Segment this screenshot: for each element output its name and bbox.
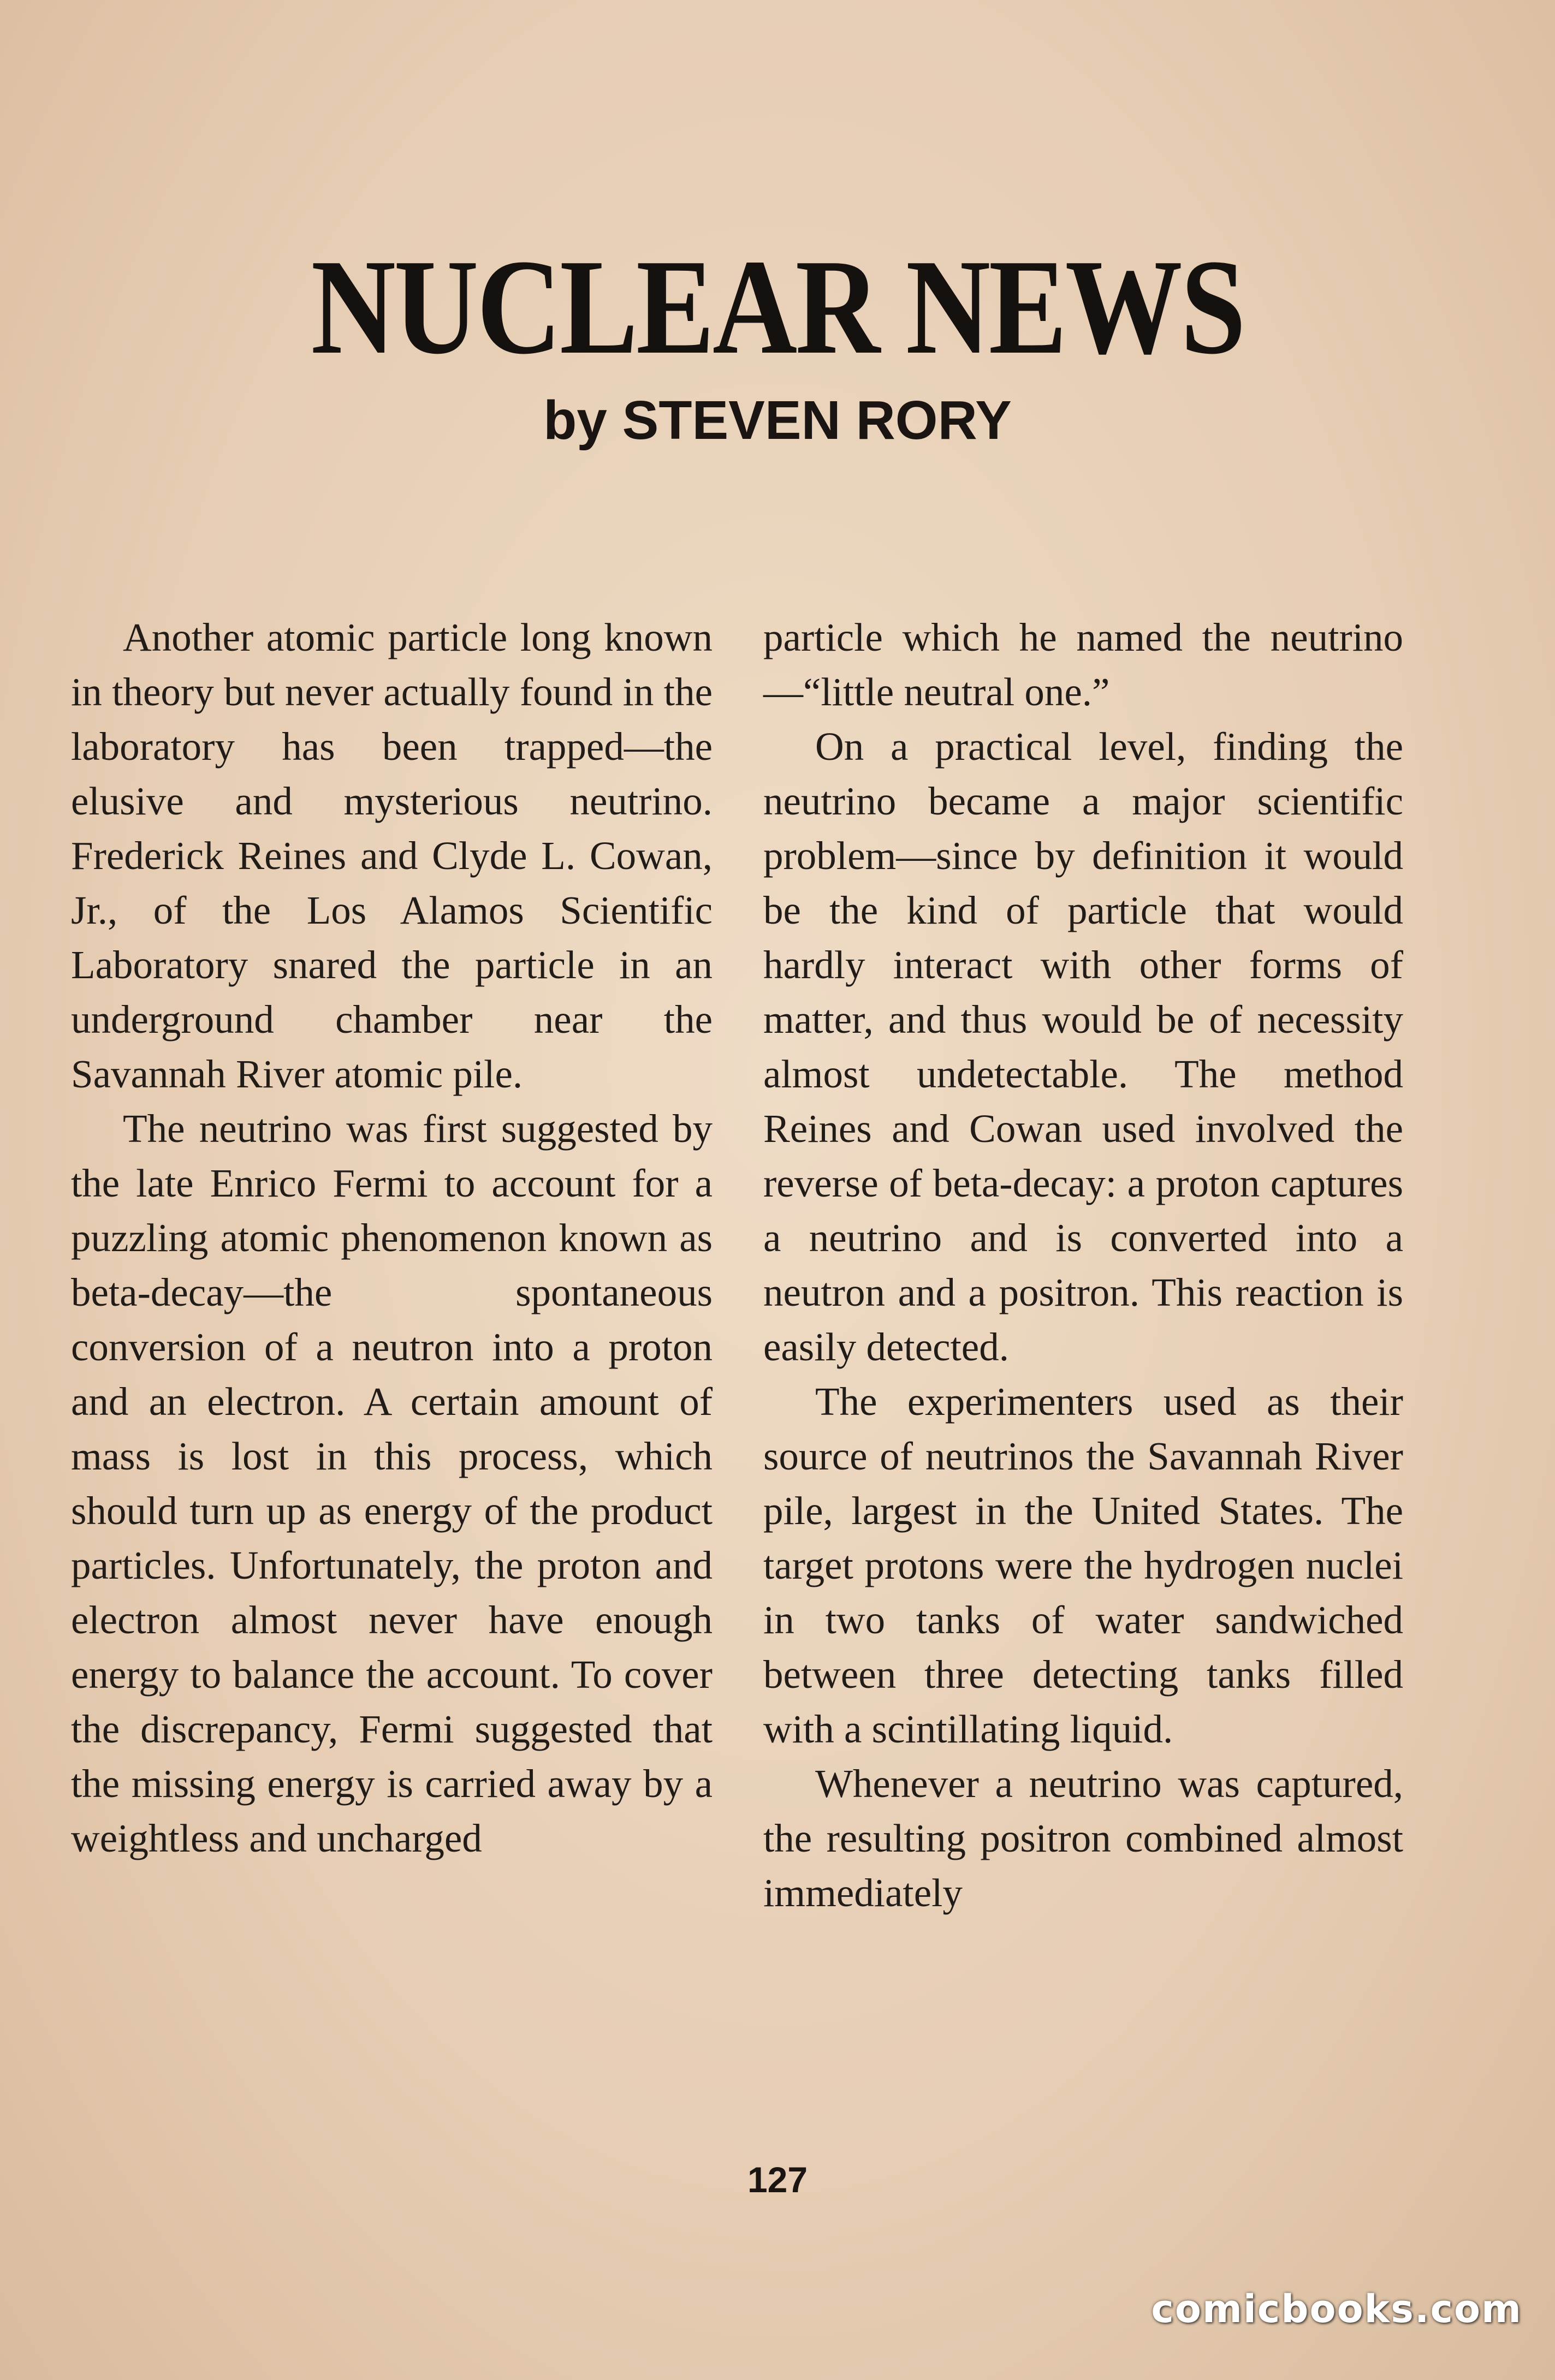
page-number: 127: [747, 2159, 808, 2200]
paragraph: Another atomic particle long known in theory but never actually found in the laboratory has been trapped—the elusive and mysterious neutrino. Frederick Reines and Clyde L. Cowan, Jr., of the Los Alamos Scientific Laboratory snared the particle in an underground chamber near the Savannah River atomic pile.: [71, 615, 713, 1096]
paragraph-continued: particle which he named the neutrino—“little neutral one.”: [763, 615, 1403, 714]
text-column-left: [71, 610, 713, 1866]
paragraph: On a practical level, finding the neutrino became a major scientific problem—since by definition it would be the kind of particle that would hardly interact with other forms of matter, and thus would be of necessity almost undetectable. The method Reines and Cowan used involved the reverse of beta-decay: a proton captures a neutrino and is converted into a neutron and a positron. This reaction is easily detected.: [763, 724, 1403, 1369]
paragraph: Whenever a neutrino was captured, the resulting positron combined almost immediately: [763, 1762, 1403, 1915]
site-watermark: comicbooks.com: [1151, 2287, 1522, 2331]
paragraph: The experimenters used as their source of neutrinos the Savannah River pile, largest in the United States. The target protons were the hydrogen nuclei in two tanks of water sandwiched between three detecting tanks filled with a scintillating liquid.: [763, 1379, 1403, 1751]
article-byline: by STEVEN RORY: [543, 390, 1012, 451]
text-column-right: [763, 610, 1403, 1920]
article-title: NUCLEAR NEWS: [311, 231, 1244, 383]
paragraph: The neutrino was first suggested by the late Enrico Fermi to account for a puzzling atomic phenomenon known as beta-decay—the spontaneous conversion of a neutron into a proton and an electron. A certain amount of mass is lost in this process, which should turn up as energy of the product particles. Unfortunately, the proton and electron almost never have enough energy to balance the account. To cover the discrepancy, Fermi suggested that the missing energy is carried away by a weightless and uncharged: [71, 1106, 713, 1860]
